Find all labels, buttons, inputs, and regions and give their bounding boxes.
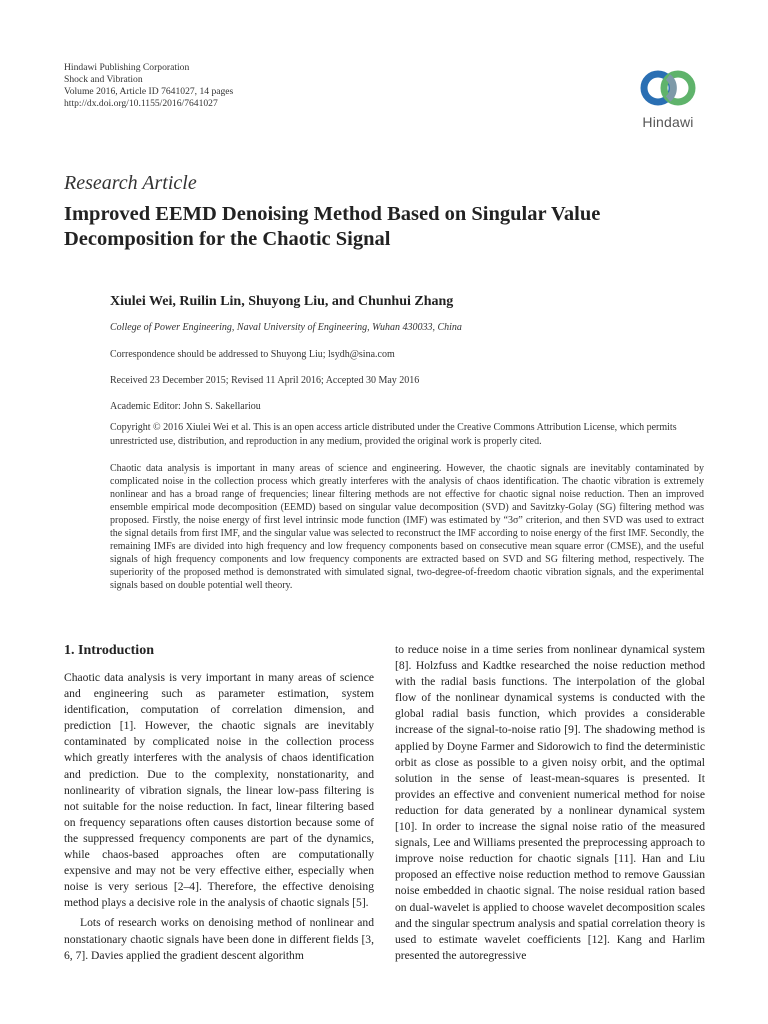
copyright-notice: Copyright © 2016 Xiulei Wei et al. This is an open access article distributed under the Creative Commons Attribution License, which permits unrestricted use, distribution, and reproduction in any medium, provided the original work is properly cited. xyxy=(110,422,677,447)
article-type: Research Article xyxy=(64,172,197,194)
right-column xyxy=(395,642,705,964)
publisher-name: Hindawi Publishing Corporation xyxy=(64,62,190,73)
left-column xyxy=(64,642,374,964)
article-title: Improved EEMD Denoising Method Based on Singular Value Decomposition for the Chaotic Signal xyxy=(64,203,601,250)
doi-link[interactable]: http://dx.doi.org/10.1155/2016/7641027 xyxy=(64,98,218,109)
publication-dates: Received 23 December 2015; Revised 11 April 2016; Accepted 30 May 2016 xyxy=(110,375,420,386)
logo-text: Hindawi xyxy=(642,114,694,130)
affiliation: College of Power Engineering, Naval University of Engineering, Wuhan 430033, China xyxy=(110,322,462,333)
paragraph: to reduce noise in a time series from nonlinear dynamical system [8]. Holzfuss and Kadtke researched the noise reduction method with the radial basis functions. The interpolation of the global flow of the nonlinear dynamical systems is conducted with the global radial basis function, which provides a considerable increase of the signal-to-noise ratio [9]. The shadowing method is applied by Doyne Farmer and Sidorowich to find the deterministic orbit as close as possible to a given noisy orbit, and the optimal solution in the sense of least-mean-squares is presented. It provides an effective and convenient numerical method for noise reduction for data generated by a nonlinear dynamical system [10]. In order to increase the signal noise ratio of the measured signals, Lee and Williams presented the preprocessing approach to improve noise reduction for chaotic signals [11]. Han and Liu proposed an effective noise reduction method to remove Gaussian noise embedded in chaotic signal. The noise residual ration based on dual-wavelet is applied to choose wavelet decomposition scales and the singular spectrum analysis and spatial correlation theory is used to estimate wavelet coefficients [12]. Kang and Harlim presented the autoregressive xyxy=(395,643,705,962)
correspondence: Correspondence should be addressed to Shuyong Liu; lsydh@sina.com xyxy=(110,349,395,360)
volume-info: Volume 2016, Article ID 7641027, 14 pages xyxy=(64,86,234,97)
academic-editor: Academic Editor: John S. Sakellariou xyxy=(110,401,261,412)
paragraph: Lots of research works on denoising method of nonlinear and nonstationary chaotic signals have been done in different fields [3, 6, 7]. Davies applied the gradient descent algorithm xyxy=(64,916,374,962)
journal-info xyxy=(64,62,233,110)
section-heading: 1. Introduction xyxy=(64,643,154,658)
abstract: Chaotic data analysis is important in many areas of science and engineering. However, the chaotic signals are inevitably contaminated by complicated noise in the collection process which greatly interferes with the analysis of chaos identification. The chaotic vibration is extremely nonlinear and has a broad range of frequencies; linear filtering methods are not effective for chaotic signal noise reduction. Then an improved ensemble empirical mode decomposition (EEMD) based on singular value decomposition (SVD) and Savitzky-Golay (SG) filtering method was proposed. Firstly, the noise energy of first level intrinsic mode function (IMF) was estimated by “3σ” criterion, and then SVD was used to extract the signal details from first IMF, and the singular value was selected to reconstruct the IMF according to noise energy of the first IMF. Secondly, the remaining IMFs are divided into high frequency and low frequency components based on consecutive mean square error (CMSE), and the useful signals of high frequency components and low frequency components are extracted based on SVD and SG filtering method, respectively. The superiority of the proposed method is demonstrated with simulated signal, two-degree-of-freedom chaotic vibration signals, and the experimental signals based on double potential well theory. xyxy=(110,463,704,591)
journal-name: Shock and Vibration xyxy=(64,74,143,85)
author-list: Xiulei Wei, Ruilin Lin, Shuyong Liu, and Chunhui Zhang xyxy=(110,294,454,309)
paragraph: Chaotic data analysis is very important in many areas of science and engineering such as parameter estimation, system identification, computation of correlation dimension, and prediction [1]. However, the chaotic signals are inevitably contaminated by complicated noise in the collection process which greatly interferes with the analysis of chaos identification and prediction. Due to the complexity, nonstationarity, and nonlinearity of vibration signals, the linear low-pass filtering is not suitable for the noise reduction. In fact, linear filtering based on frequency separations often causes distortion because some of the suppressed frequency components are part of the dynamics, while chaos-based approaches often are computationally expensive and may not be very effective either, especially when noise is very serious [2–4]. Therefore, the effective denoising method plays a decisive role in the analysis of chaotic signals [5]. xyxy=(64,671,374,910)
